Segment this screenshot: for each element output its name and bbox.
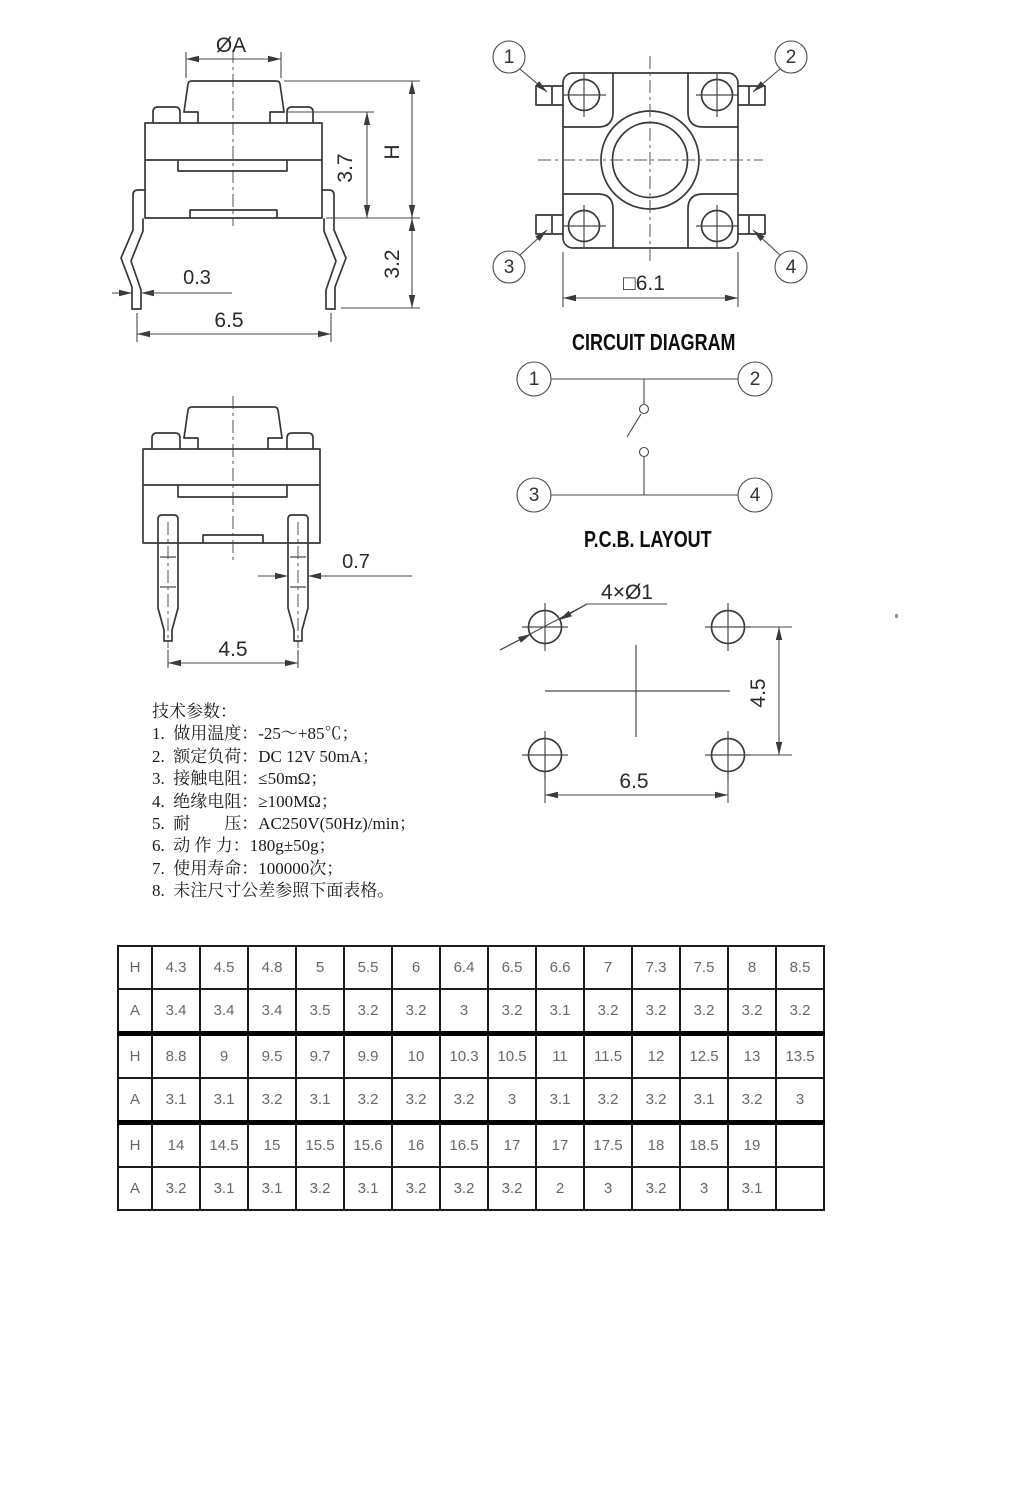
spec-item: 7. 使用寿命：100000次； bbox=[152, 858, 344, 878]
table-cell: 17 bbox=[536, 1123, 584, 1168]
spec-item: 2. 额定负荷：DC 12V 50mA； bbox=[152, 746, 379, 766]
table-cell: 9.7 bbox=[296, 1034, 344, 1079]
dimension-table bbox=[117, 945, 825, 1211]
table-cell: 9 bbox=[200, 1034, 248, 1079]
table-cell: 3.1 bbox=[152, 1078, 200, 1123]
table-row bbox=[118, 1123, 824, 1168]
table-cell: 8 bbox=[728, 946, 776, 989]
table-cell: 3.2 bbox=[584, 989, 632, 1034]
table-row bbox=[118, 1034, 824, 1079]
table-row bbox=[118, 1078, 824, 1123]
table-cell: 3.4 bbox=[152, 989, 200, 1034]
table-cell: 3.2 bbox=[440, 1078, 488, 1123]
table-cell: 15 bbox=[248, 1123, 296, 1168]
table-cell: 7.3 bbox=[632, 946, 680, 989]
table-cell: 15.6 bbox=[344, 1123, 392, 1168]
technical-parameters bbox=[152, 701, 416, 903]
table-cell: 9.5 bbox=[248, 1034, 296, 1079]
table-cell: 3.2 bbox=[776, 989, 824, 1034]
table-cell: 3.2 bbox=[584, 1078, 632, 1123]
table-cell: 3.2 bbox=[632, 989, 680, 1034]
table-cell: 16.5 bbox=[440, 1123, 488, 1168]
table-cell: 6.5 bbox=[488, 946, 536, 989]
table-cell: 10 bbox=[392, 1034, 440, 1079]
circuit-pin-2: 2 bbox=[749, 369, 761, 390]
dim-label-pcb-4-5: 4.5 bbox=[747, 678, 770, 708]
table-cell: 18.5 bbox=[680, 1123, 728, 1168]
circuit-pin-1: 1 bbox=[528, 369, 540, 390]
pin-callout-1: 1 bbox=[503, 47, 515, 68]
table-cell: 3.4 bbox=[248, 989, 296, 1034]
table-cell: 3.2 bbox=[392, 989, 440, 1034]
table-cell: 18 bbox=[632, 1123, 680, 1168]
table-cell: 3.1 bbox=[296, 1078, 344, 1123]
table-cell: 4.3 bbox=[152, 946, 200, 989]
table-cell: 3.2 bbox=[248, 1078, 296, 1123]
table-cell: 3 bbox=[488, 1078, 536, 1123]
table-cell: 3 bbox=[584, 1167, 632, 1210]
table-cell: 6.6 bbox=[536, 946, 584, 989]
pin-callout-3: 3 bbox=[503, 257, 515, 278]
circuit-diagram-title: CIRCUIT DIAGRAM bbox=[572, 329, 736, 355]
table-cell bbox=[776, 1123, 824, 1168]
dim-label-height: H bbox=[381, 144, 404, 160]
spec-item: 6. 动 作 力：180g±50g； bbox=[152, 836, 336, 856]
table-cell: 8.5 bbox=[776, 946, 824, 989]
pcb-layout-title: P.C.B. LAYOUT bbox=[584, 526, 712, 552]
table-cell: 6 bbox=[392, 946, 440, 989]
dim-label-pcb-6-5: 6.5 bbox=[619, 770, 649, 793]
table-row bbox=[118, 989, 824, 1034]
table-cell: 3.1 bbox=[200, 1167, 248, 1210]
table-cell: 5 bbox=[296, 946, 344, 989]
table-cell: 5.5 bbox=[344, 946, 392, 989]
table-cell: 2 bbox=[536, 1167, 584, 1210]
table-cell: 17 bbox=[488, 1123, 536, 1168]
table-cell: 3.2 bbox=[344, 1078, 392, 1123]
table-cell: 3 bbox=[680, 1167, 728, 1210]
table-cell: 3.1 bbox=[680, 1078, 728, 1123]
table-cell: 3.1 bbox=[728, 1167, 776, 1210]
dim-label-body-6-1: □6.1 bbox=[623, 272, 665, 295]
table-cell: 7 bbox=[584, 946, 632, 989]
speck-artifact bbox=[895, 614, 898, 618]
row-label: A bbox=[118, 1078, 152, 1123]
table-cell bbox=[776, 1167, 824, 1210]
dim-label-6-5: 6.5 bbox=[214, 309, 244, 332]
table-cell: 3.2 bbox=[632, 1167, 680, 1210]
table-cell: 3.2 bbox=[728, 1078, 776, 1123]
table-cell: 3.2 bbox=[488, 989, 536, 1034]
table-cell: 15.5 bbox=[296, 1123, 344, 1168]
table-row bbox=[118, 946, 824, 989]
pcb-layout-drawing bbox=[500, 581, 792, 803]
front-view-drawing bbox=[112, 34, 420, 342]
table-cell: 3 bbox=[776, 1078, 824, 1123]
circuit-pin-3: 3 bbox=[528, 485, 540, 506]
row-label: H bbox=[118, 1034, 152, 1079]
table-cell: 4.8 bbox=[248, 946, 296, 989]
table-cell: 3.2 bbox=[632, 1078, 680, 1123]
dimension-table-wrap bbox=[117, 945, 825, 1211]
table-cell: 14.5 bbox=[200, 1123, 248, 1168]
table-cell: 19 bbox=[728, 1123, 776, 1168]
table-cell: 3 bbox=[440, 989, 488, 1034]
table-cell: 3.2 bbox=[152, 1167, 200, 1210]
table-cell: 13 bbox=[728, 1034, 776, 1079]
row-label: H bbox=[118, 946, 152, 989]
pin-callout-4: 4 bbox=[785, 257, 797, 278]
table-cell: 3.2 bbox=[344, 989, 392, 1034]
table-cell: 12 bbox=[632, 1034, 680, 1079]
circuit-diagram bbox=[517, 362, 772, 512]
table-cell: 10.3 bbox=[440, 1034, 488, 1079]
table-cell: 11.5 bbox=[584, 1034, 632, 1079]
table-cell: 8.8 bbox=[152, 1034, 200, 1079]
table-cell: 10.5 bbox=[488, 1034, 536, 1079]
dim-label-3-2: 3.2 bbox=[381, 249, 404, 279]
spec-item: 4. 绝缘电阻：≥100MΩ； bbox=[152, 791, 338, 811]
spec-item: 1. 做用温度：-25～+85℃； bbox=[152, 724, 359, 744]
table-cell: 3.2 bbox=[728, 989, 776, 1034]
spec-item: 5. 耐 压：AC250V(50Hz)/min； bbox=[152, 814, 416, 834]
table-cell: 11 bbox=[536, 1034, 584, 1079]
specs-title: 技术参数： bbox=[152, 702, 237, 721]
table-cell: 3.2 bbox=[488, 1167, 536, 1210]
dim-label-tht-4-5: 4.5 bbox=[218, 638, 248, 661]
table-cell: 16 bbox=[392, 1123, 440, 1168]
table-cell: 12.5 bbox=[680, 1034, 728, 1079]
table-cell: 3.2 bbox=[392, 1167, 440, 1210]
dim-label-3-7: 3.7 bbox=[334, 153, 357, 183]
table-cell: 7.5 bbox=[680, 946, 728, 989]
dim-label-0-3: 0.3 bbox=[183, 267, 211, 289]
row-label: A bbox=[118, 1167, 152, 1210]
table-cell: 6.4 bbox=[440, 946, 488, 989]
table-cell: 9.9 bbox=[344, 1034, 392, 1079]
circuit-pin-4: 4 bbox=[749, 485, 761, 506]
table-row bbox=[118, 1167, 824, 1210]
table-cell: 3.1 bbox=[536, 989, 584, 1034]
table-cell: 3.1 bbox=[248, 1167, 296, 1210]
table-cell: 3.2 bbox=[392, 1078, 440, 1123]
table-cell: 3.1 bbox=[200, 1078, 248, 1123]
spec-item: 8. 未注尺寸公差参照下面表格。 bbox=[152, 881, 395, 901]
table-cell: 14 bbox=[152, 1123, 200, 1168]
row-label: H bbox=[118, 1123, 152, 1168]
side-view-drawing bbox=[143, 396, 412, 668]
table-cell: 3.1 bbox=[344, 1167, 392, 1210]
dim-label-cap-diameter: ØA bbox=[215, 34, 247, 57]
table-cell: 17.5 bbox=[584, 1123, 632, 1168]
table-cell: 3.1 bbox=[536, 1078, 584, 1123]
spec-item: 3. 接触电阻：≤50mΩ； bbox=[152, 769, 328, 789]
hole-count-label: 4×Ø1 bbox=[601, 581, 653, 604]
table-cell: 4.5 bbox=[200, 946, 248, 989]
top-view-drawing bbox=[493, 41, 807, 307]
table-cell: 3.4 bbox=[200, 989, 248, 1034]
table-cell: 3.2 bbox=[440, 1167, 488, 1210]
dim-label-0-7: 0.7 bbox=[342, 551, 370, 573]
table-cell: 3.5 bbox=[296, 989, 344, 1034]
table-cell: 13.5 bbox=[776, 1034, 824, 1079]
table-cell: 3.2 bbox=[296, 1167, 344, 1210]
row-label: A bbox=[118, 989, 152, 1034]
table-cell: 3.2 bbox=[680, 989, 728, 1034]
pin-callout-2: 2 bbox=[785, 47, 797, 68]
